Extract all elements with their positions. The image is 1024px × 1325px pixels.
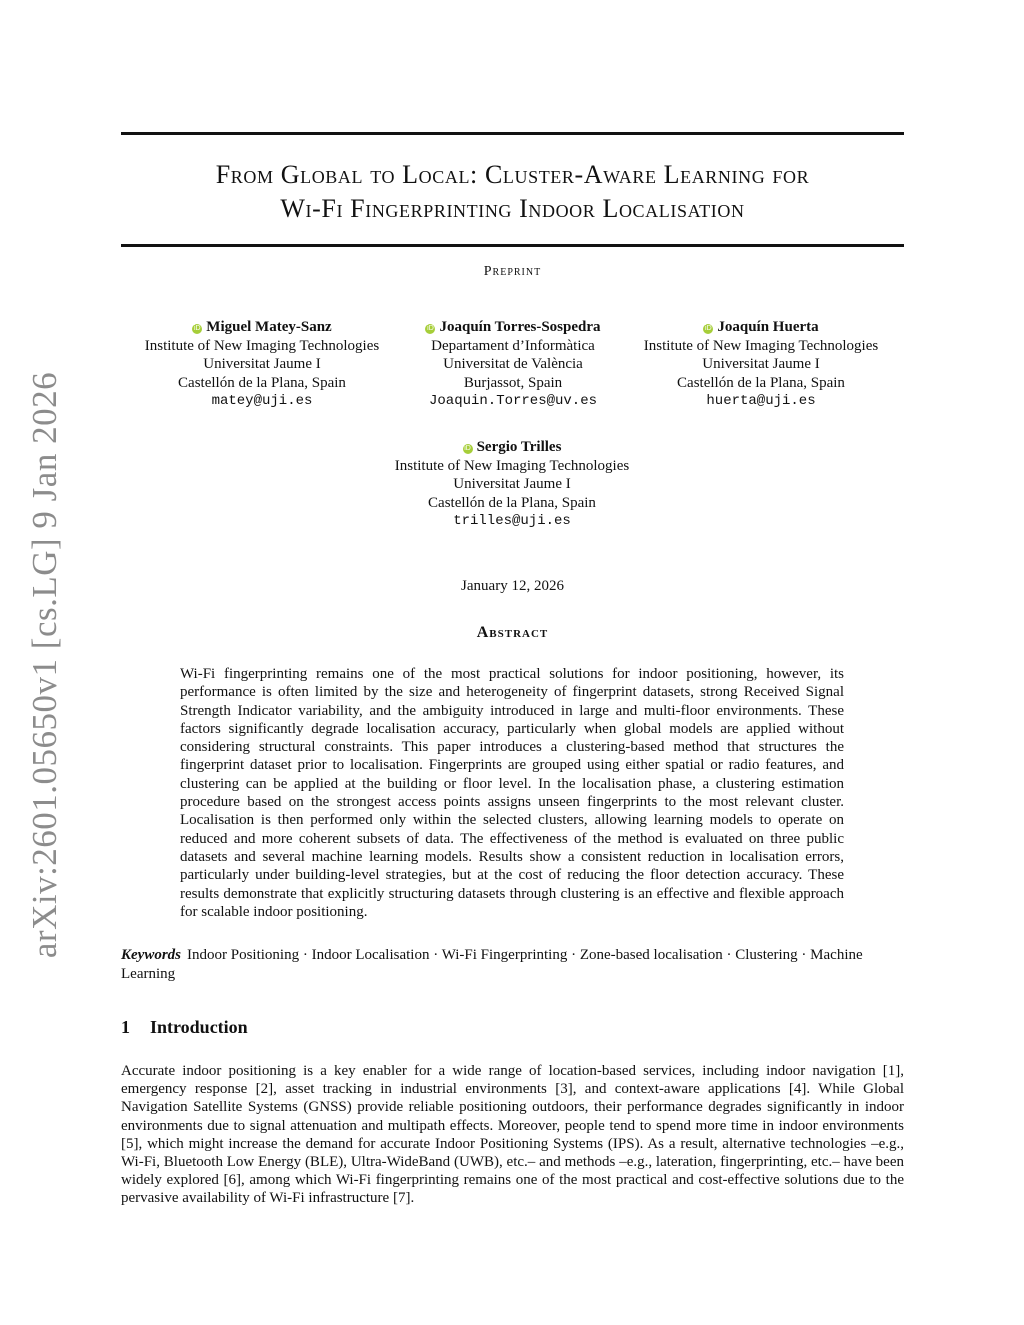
title-bottom-rule: [121, 244, 904, 247]
author-location: Burjassot, Spain: [463, 374, 563, 391]
title-top-rule: [121, 132, 904, 135]
author-institution: Universitat Jaume I: [453, 476, 571, 492]
paper-title-line-2: Wi-Fi Fingerprinting Indoor Localisation: [280, 194, 745, 223]
author-email[interactable]: trilles@uji.es: [453, 513, 571, 529]
author-block-3: [623, 318, 899, 411]
author-institution: Universitat de València: [443, 356, 583, 372]
section-heading-introduction: [121, 1017, 248, 1038]
author-block-1: [121, 318, 403, 411]
author-location: Castellón de la Plana, Spain: [428, 494, 596, 511]
author-name: Sergio Trilles: [476, 439, 562, 455]
abstract-text: Wi-Fi fingerprinting remains one of the most practical solutions for indoor positioning, however, its performance is often limited by the size and heterogeneity of fingerprint datasets, strong Received Signal Strength Indicator variability, and the ambiguity introduced in large and multi-floor environments. These factors significantly degrade localisation accuracy, particularly when global models are applied without considering structural constraints. This paper introduces a clustering-based method that structures the fingerprint dataset prior to localisation. Fingerprints are grouped using either spatial or radio features, and clustering can be applied at the building or floor level. In the localisation phase, a clustering estimation procedure based on the strongest access points assigns unseen fingerprints to the most relevant cluster. Localisation is then performed only within the selected clusters, allowing learning models to operate on reduced and more coherent subsets of data. The effectiveness of the method is evaluated on three public datasets and several machine learning models. Results show a consistent reduction in localisation errors, particularly under building-level strategies, but at the cost of reducing the floor detection accuracy. These results demonstrate that explicitly structuring datasets through clustering is an effective and flexible approach for scalable indoor positioning.: [180, 666, 844, 920]
section-title: Introduction: [150, 1017, 248, 1037]
author-affiliation: Institute of New Imaging Technologies: [394, 457, 630, 474]
author-block-2: [403, 318, 623, 411]
author-email[interactable]: huerta@uji.es: [706, 393, 816, 409]
orcid-icon[interactable]: iD: [427, 325, 434, 332]
author-name: Joaquín Huerta: [717, 319, 819, 335]
publication-date: January 12, 2026: [461, 578, 564, 594]
author-institution: Universitat Jaume I: [702, 356, 820, 372]
paper-title: [121, 158, 904, 226]
author-block-4: [362, 438, 662, 531]
author-affiliation: Institute of New Imaging Technologies: [144, 337, 380, 354]
arxiv-identifier-stamp: arXiv:2601.05650v1 [cs.LG] 9 Jan 2026: [25, 371, 64, 959]
author-institution: Universitat Jaume I: [203, 356, 321, 372]
introduction-paragraph: Accurate indoor positioning is a key enabler for a wide range of location-based services, including indoor navigation [1], emergency response [2], asset tracking in industrial environments [3], and context-aware applications [4]. While Global Navigation Satellite Systems (GNSS) provide reliable positioning outdoors, their performance degrades significantly in indoor environments due to signal attenuation and multipath effects. Moreover, people tend to spend more time in indoor environments [5], which might increase the demand for accurate Indoor Positioning Systems (IPS). As a result, alternative technologies –e.g., Wi-Fi, Bluetooth Low Energy (BLE), Ultra-WideBand (UWB), etc.– and methods –e.g., lateration, fingerprinting, etc.– have been widely explored [6], among which Wi-Fi fingerprinting remains one of the most practical and cost-effective solutions due to the pervasive availability of Wi-Fi infrastructure [7].: [121, 1063, 904, 1207]
abstract-heading: Abstract: [476, 624, 549, 641]
orcid-icon[interactable]: iD: [705, 325, 712, 332]
author-email[interactable]: Joaquin.Torres@uv.es: [428, 393, 598, 409]
keywords-label: Keywords: [121, 947, 181, 963]
author-location: Castellón de la Plana, Spain: [677, 374, 845, 391]
section-number: 1: [121, 1017, 130, 1037]
orcid-icon[interactable]: iD: [464, 445, 471, 452]
preprint-label: Preprint: [483, 264, 542, 279]
keywords-list: Indoor Positioning · Indoor Localisation · Wi-Fi Fingerprinting · Zone-based localisation · Clustering · Machine Learning: [121, 947, 863, 982]
author-affiliation: Institute of New Imaging Technologies: [643, 337, 879, 354]
paper-title-line-1: From Global to Local: Cluster-Aware Learning for: [215, 160, 810, 189]
author-name: Miguel Matey-Sanz: [206, 319, 332, 335]
author-affiliation: Departament d’Informàtica: [431, 337, 595, 354]
keywords: [121, 946, 904, 983]
author-email[interactable]: matey@uji.es: [211, 393, 313, 409]
author-location: Castellón de la Plana, Spain: [178, 374, 346, 391]
author-name: Joaquín Torres-Sospedra: [439, 319, 601, 335]
orcid-icon[interactable]: iD: [193, 325, 201, 332]
